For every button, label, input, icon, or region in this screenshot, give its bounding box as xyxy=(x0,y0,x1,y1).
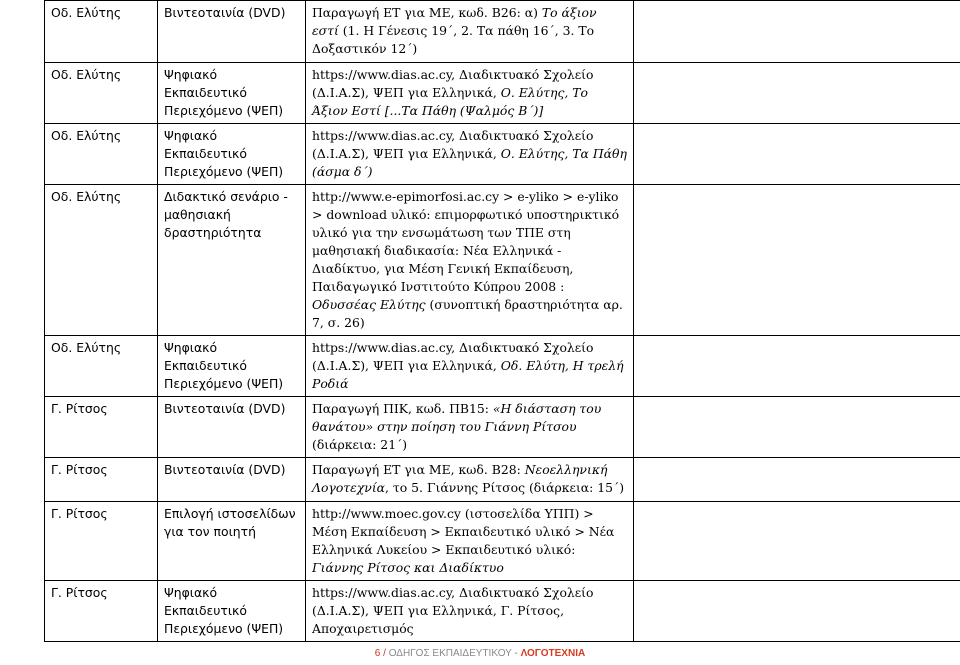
source-title-italic: Ο. Ελύτης, Τα Πάθη (άσμα δ΄) xyxy=(312,146,627,179)
resource-type-cell: Βιντεοταινία (DVD) xyxy=(158,1,306,63)
empty-cell xyxy=(634,1,960,63)
source-text: https://www.dias.ac.cy, Διαδικτυακό Σχολείο (Δ.Ι.Α.Σ), ΨΕΠ για Ελληνικά, xyxy=(312,67,594,100)
author-cell: Οδ. Ελύτης xyxy=(45,336,158,397)
footer-separator: / xyxy=(383,648,386,659)
table-row xyxy=(45,63,960,124)
table-row xyxy=(45,336,960,397)
resource-type-cell: Βιντεοταινία (DVD) xyxy=(158,397,306,458)
source-text: Παραγωγή ΠΙΚ, κωδ. ΠΒ15: xyxy=(312,401,493,416)
subject-name: ΛΟΓΟΤΕΧΝΙΑ xyxy=(520,648,586,659)
author-cell: Οδ. Ελύτης xyxy=(45,1,158,63)
source-cell xyxy=(306,1,634,63)
table-row xyxy=(45,502,960,581)
resource-type-cell: Επιλογή ιστοσελίδων για τον ποιητή xyxy=(158,502,306,581)
source-title-italic: Γιάννης Ρίτσος και Διαδίκτυο xyxy=(312,560,504,575)
source-title-italic: Το άξιον εστί xyxy=(312,5,597,38)
table-row xyxy=(45,185,960,336)
author-cell: Γ. Ρίτσος xyxy=(45,397,158,458)
footer-dash: - xyxy=(514,648,518,659)
author-cell: Οδ. Ελύτης xyxy=(45,185,158,336)
empty-cell xyxy=(634,336,960,397)
source-cell xyxy=(306,502,634,581)
table-row xyxy=(45,581,960,642)
source-cell xyxy=(306,581,634,642)
author-cell: Γ. Ρίτσος xyxy=(45,458,158,502)
source-text: (συνοπτική δραστηριότητα αρ. 7, σ. 26) xyxy=(312,297,623,330)
resource-type-cell: Διδακτικό σενάριο - μαθησιακή δραστηριότητα xyxy=(158,185,306,336)
source-text: , το 5. Γιάννης Ρίτσος (διάρκεια: 15΄) xyxy=(385,480,625,495)
author-cell: Γ. Ρίτσος xyxy=(45,502,158,581)
resource-type-cell: Ψηφιακό Εκπαιδευτικό Περιεχόμενο (ΨΕΠ) xyxy=(158,124,306,185)
author-cell: Οδ. Ελύτης xyxy=(45,124,158,185)
empty-cell xyxy=(634,124,960,185)
empty-cell xyxy=(634,185,960,336)
empty-cell xyxy=(634,581,960,642)
resource-type-cell: Ψηφιακό Εκπαιδευτικό Περιεχόμενο (ΨΕΠ) xyxy=(158,581,306,642)
page-number: 6 xyxy=(374,648,381,659)
source-text: https://www.dias.ac.cy, Διαδικτυακό Σχολείο (Δ.Ι.Α.Σ), ΨΕΠ για Ελληνικά, Γ. Ρίτσος, Αποχαιρετισμός xyxy=(312,585,594,636)
author-cell: Γ. Ρίτσος xyxy=(45,581,158,642)
empty-cell xyxy=(634,397,960,458)
source-cell xyxy=(306,63,634,124)
source-text: Παραγωγή ΕΤ για ΜΕ, κωδ. Β28: xyxy=(312,462,525,477)
source-text: Παραγωγή ΕΤ για ΜΕ, κωδ. Β26: α) xyxy=(312,5,542,20)
resource-type-cell: Ψηφιακό Εκπαιδευτικό Περιεχόμενο (ΨΕΠ) xyxy=(158,63,306,124)
source-text: http://www.moec.gov.cy (ιστοσελίδα ΥΠΠ) > Μέση Εκπαίδευση > Εκπαιδευτικό υλικό > Νέα Ελληνικά Λυκείου > Εκπαιδευτικό υλικό: xyxy=(312,506,615,557)
table-row xyxy=(45,124,960,185)
author-cell: Οδ. Ελύτης xyxy=(45,63,158,124)
empty-cell xyxy=(634,502,960,581)
source-title-italic: Νεοελληνική Λογοτεχνία xyxy=(312,462,608,495)
source-text: (1. Η Γένεσις 19΄, 2. Τα πάθη 16΄, 3. Το Δοξαστικόν 12΄) xyxy=(312,23,595,56)
table-row xyxy=(45,1,960,63)
resource-type-cell: Ψηφιακό Εκπαιδευτικό Περιεχόμενο (ΨΕΠ) xyxy=(158,336,306,397)
source-cell xyxy=(306,458,634,502)
source-cell xyxy=(306,185,634,336)
source-title-italic: Ο. Ελύτης, Το Άξιον Εστί [...Τα Πάθη (Ψαλμός Β΄)] xyxy=(312,85,588,118)
document-title: ΟΔΗΓΟΣ ΕΚΠΑΙΔΕΥΤΙΚΟΥ xyxy=(388,648,512,659)
source-text: https://www.dias.ac.cy, Διαδικτυακό Σχολείο (Δ.Ι.Α.Σ), ΨΕΠ για Ελληνικά, xyxy=(312,340,594,373)
empty-cell xyxy=(634,458,960,502)
source-text: (διάρκεια: 21΄) xyxy=(312,437,408,452)
source-title-italic: Οδ. Ελύτη, Η τρελή Ροδιά xyxy=(312,358,624,391)
empty-cell xyxy=(634,63,960,124)
source-cell xyxy=(306,124,634,185)
source-cell xyxy=(306,397,634,458)
source-title-italic: «Η διάσταση του θανάτου» στην ποίηση του Γιάννη Ρίτσου xyxy=(312,401,602,434)
source-text: https://www.dias.ac.cy, Διαδικτυακό Σχολείο (Δ.Ι.Α.Σ), ΨΕΠ για Ελληνικά, xyxy=(312,128,594,161)
source-title-italic: Οδυσσέας Ελύτης xyxy=(312,297,426,312)
table-row xyxy=(45,397,960,458)
source-text: http://www.e-epimorfosi.ac.cy > e-yliko > e-yliko > download υλικό: επιμορφωτικό υποστηρικτικό υλικό για την ενσωμάτωση των ΤΠΕ στη μαθησιακή διαδικασία: Νέα Ελληνικά - Διαδίκτυο, για Μέση Γενική Εκπαίδευση, Παιδαγωγικό Ινστιτούτο Κύπρου 2008 : xyxy=(312,189,620,294)
source-cell xyxy=(306,336,634,397)
page-footer xyxy=(0,648,960,660)
resource-type-cell: Βιντεοταινία (DVD) xyxy=(158,458,306,502)
table-row xyxy=(45,458,960,502)
resources-table xyxy=(44,0,960,642)
